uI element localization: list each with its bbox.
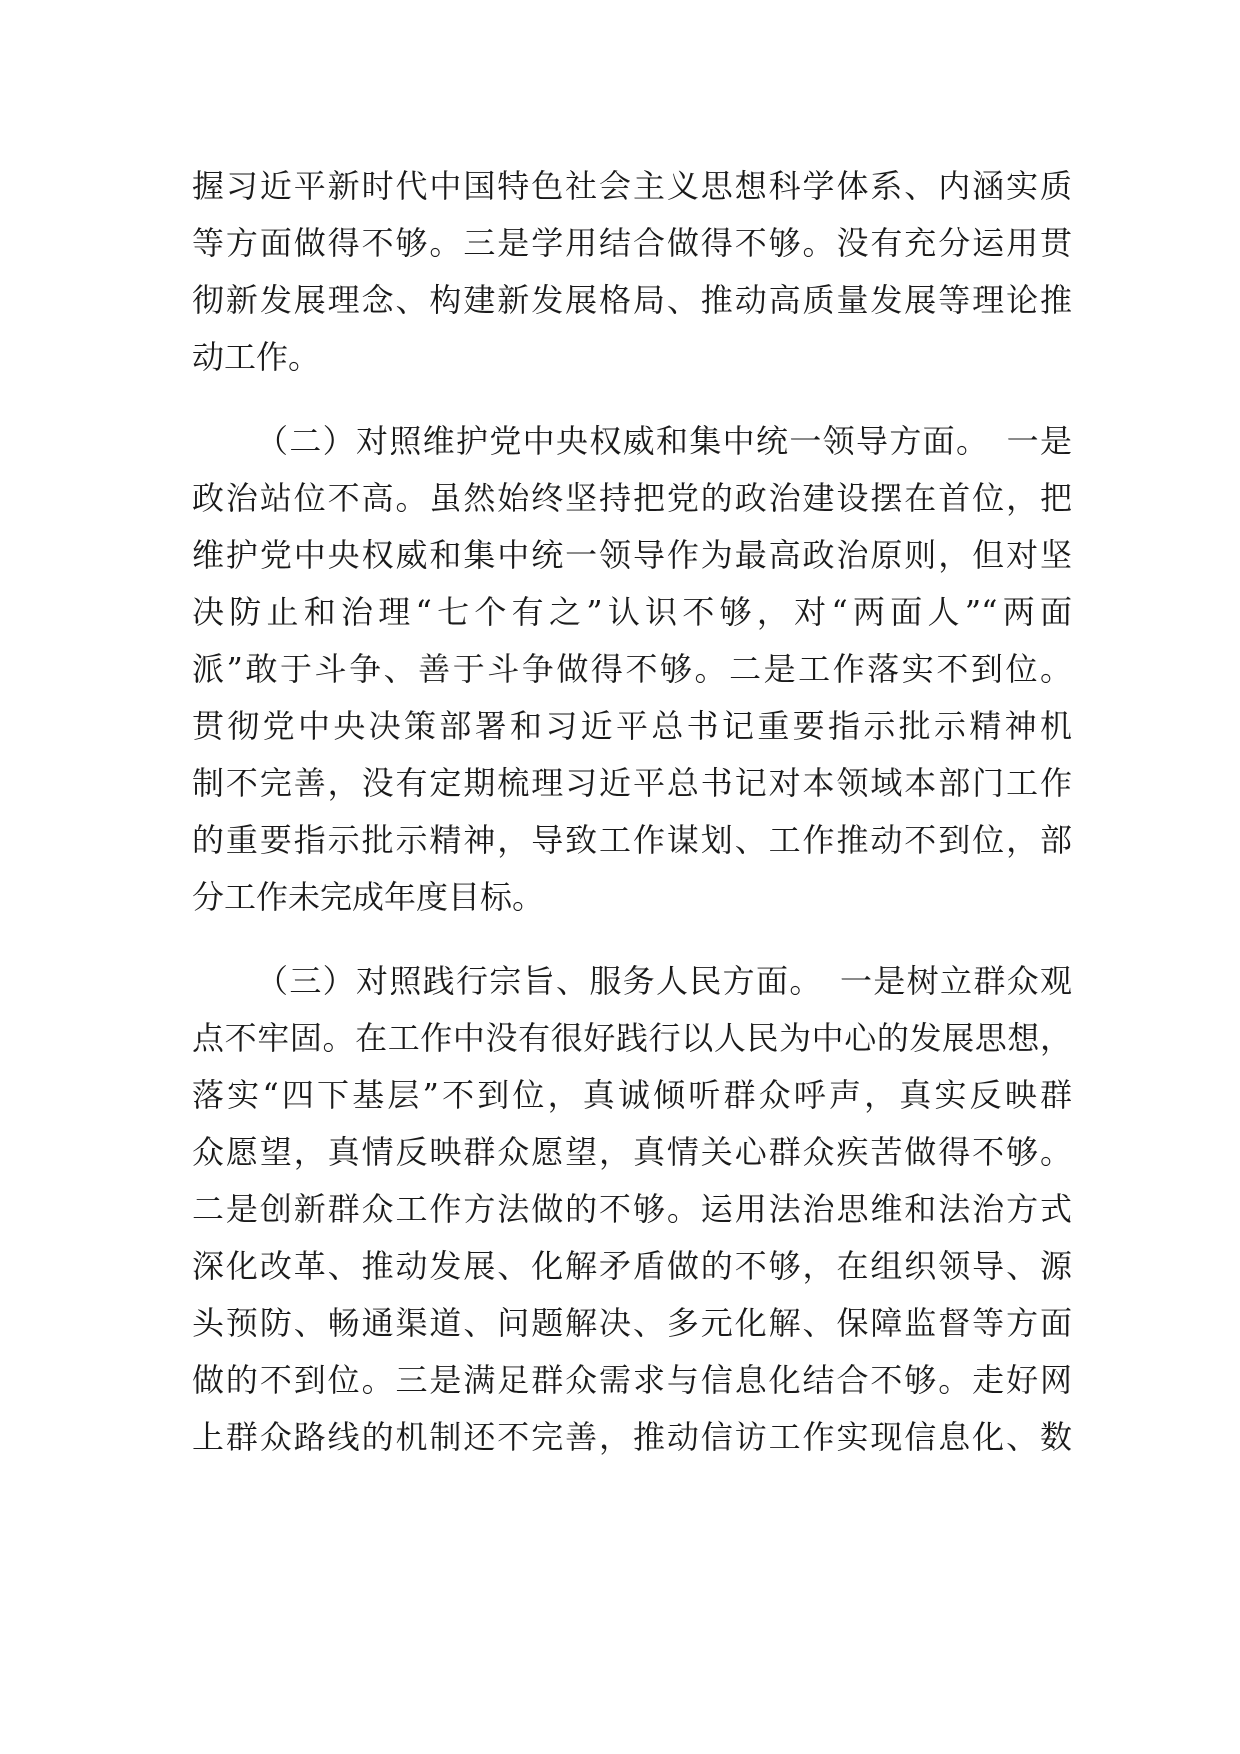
text-line: 维护党中央权威和集中统一领导作为最高政治原则，但对坚 (192, 536, 1072, 574)
text-line: 做的不到位。三是满足群众需求与信息化结合不够。走好网 (192, 1361, 1072, 1399)
document-body (192, 158, 1072, 1466)
text-line: 的重要指示批示精神，导致工作谋划、工作推动不到位，部 (192, 821, 1072, 859)
text-line: 制不完善，没有定期梳理习近平总书记对本领域本部门工作 (192, 764, 1072, 802)
section-heading-line: （二）对照维护党中央权威和集中统一领导方面。 一是 (256, 422, 1072, 460)
text-line: 握习近平新时代中国特色社会主义思想科学体系、内涵实质 (192, 167, 1072, 205)
section-heading-line: （三）对照践行宗旨、服务人民方面。 一是树立群众观 (256, 962, 1072, 1000)
paragraph-spacer (192, 926, 1072, 953)
text-line: 决防止和治理“七个有之”认识不够，对“两面人”“两面 (192, 593, 1072, 631)
text-line: 点不牢固。在工作中没有很好践行以人民为中心的发展思想， (192, 1019, 1072, 1057)
text-line: 等方面做得不够。三是学用结合做得不够。没有充分运用贯 (192, 224, 1072, 262)
text-line: 贯彻党中央决策部署和习近平总书记重要指示批示精神机 (192, 707, 1072, 745)
text-line: 众愿望，真情反映群众愿望，真情关心群众疾苦做得不够。 (192, 1133, 1072, 1171)
text-line: 深化改革、推动发展、化解矛盾做的不够，在组织领导、源 (192, 1247, 1072, 1285)
text-line: 分工作未完成年度目标。 (192, 878, 545, 916)
text-line: 彻新发展理念、构建新发展格局、推动高质量发展等理论推 (192, 281, 1072, 319)
paragraph-spacer (192, 386, 1072, 413)
text-line: 派”敢于斗争、善于斗争做得不够。二是工作落实不到位。 (192, 650, 1072, 688)
text-line: 二是创新群众工作方法做的不够。运用法治思维和法治方式 (192, 1190, 1072, 1228)
text-line: 上群众路线的机制还不完善，推动信访工作实现信息化、数 (192, 1418, 1072, 1456)
text-line: 政治站位不高。虽然始终坚持把党的政治建设摆在首位，把 (192, 479, 1072, 517)
text-line: 头预防、畅通渠道、问题解决、多元化解、保障监督等方面 (192, 1304, 1072, 1342)
text-line: 落实“四下基层”不到位，真诚倾听群众呼声，真实反映群 (192, 1076, 1072, 1114)
text-line: 动工作。 (192, 338, 321, 376)
